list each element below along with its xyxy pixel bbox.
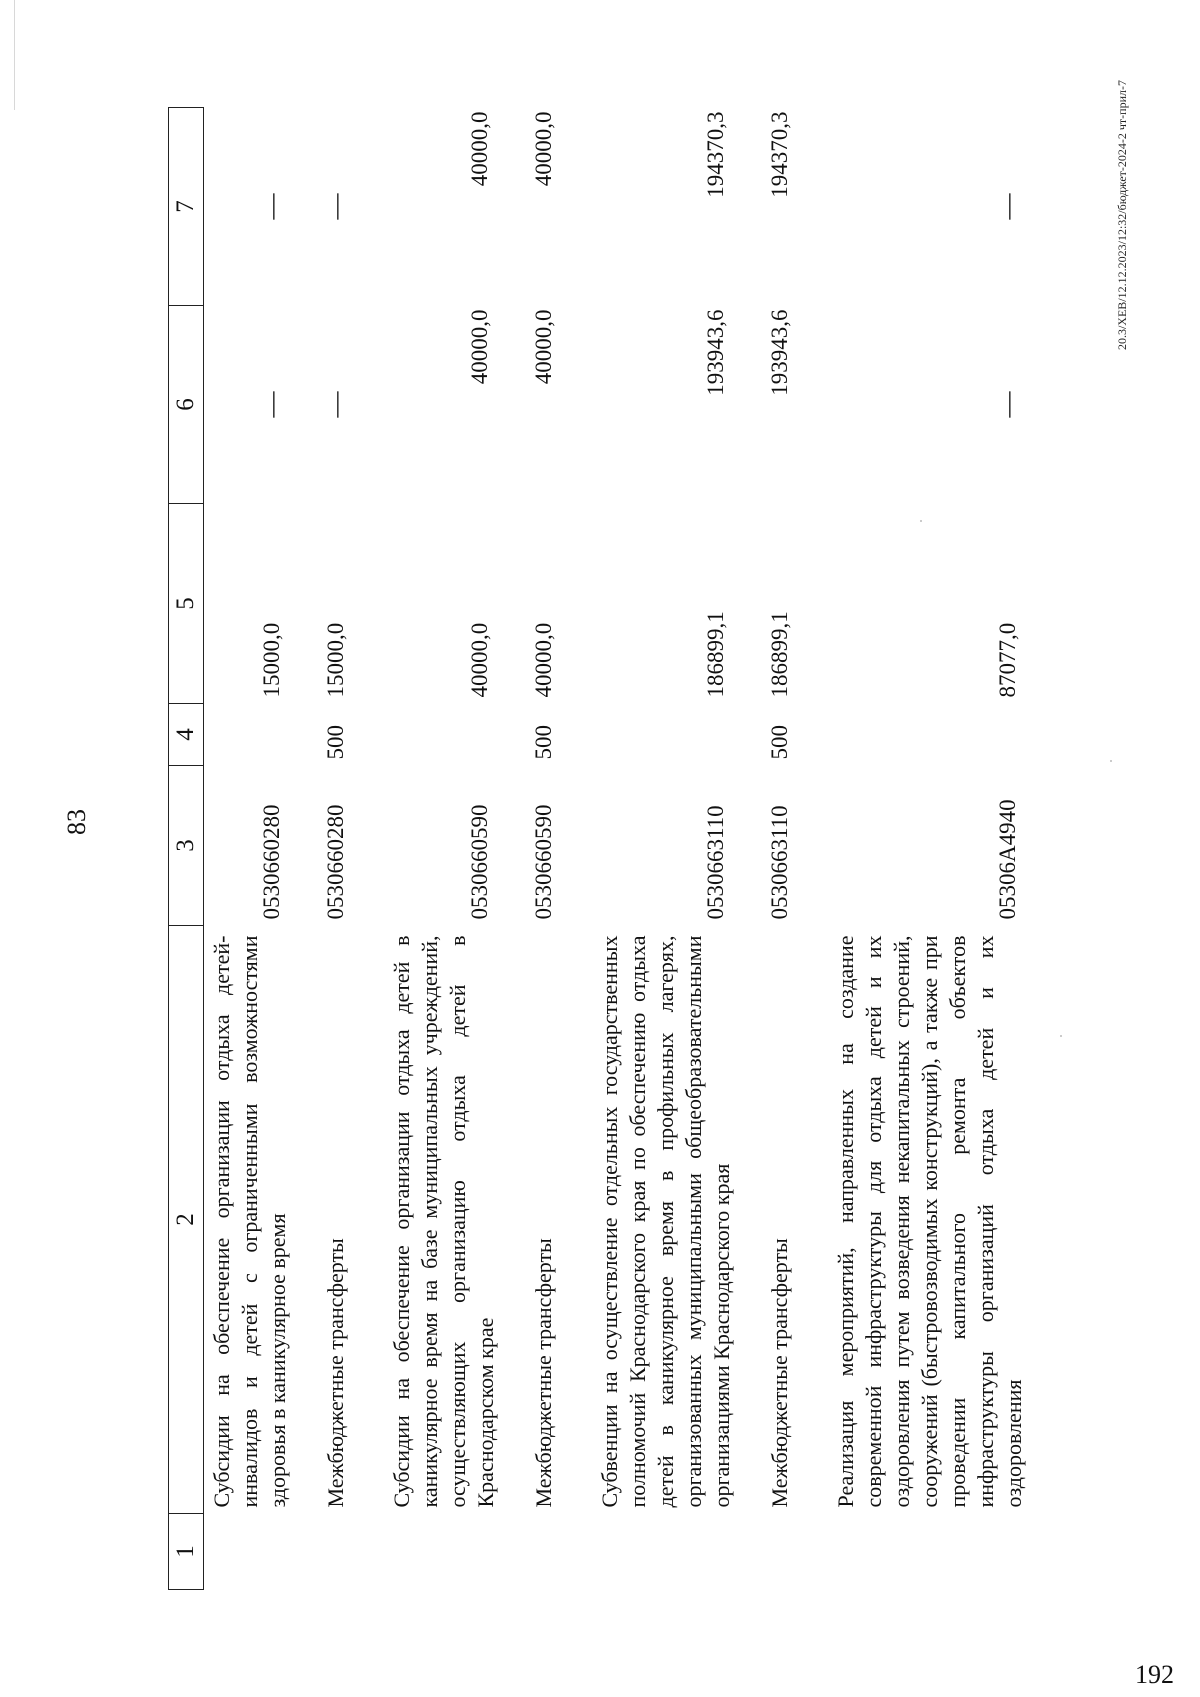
col-header-7: 7 [169,108,204,306]
row-value-6: — [321,391,350,418]
row-value-7: 194370,3 [767,111,792,198]
col-header-5: 5 [169,504,204,704]
header-row [169,108,204,1590]
footer-code: 20.3/ХЕВ/12.12.2023/12:32/бюджет-2024-2 чт-прил-7 [1115,80,1129,351]
row-value-5: 40000,0 [531,622,556,698]
page-number: 83 [62,809,91,835]
row-type [592,704,738,766]
row-code: 0530660280 [323,804,348,920]
row-type: 500 [767,725,792,760]
col-header-6: 6 [169,306,204,504]
col-header-3: 3 [169,766,204,926]
table-row [204,108,295,1590]
col-header-4: 4 [169,704,204,766]
row-value-6: — [993,391,1022,418]
row-value-7: 40000,0 [531,111,556,187]
table-row [592,108,738,1590]
row-type [204,704,295,766]
row-value-7: 194370,3 [703,111,728,198]
row-name: Реализация мероприятий, направленных на создание современной инфраструктуры для отдыха детей и их оздоровления путем возведения некапитальных строений, сооружений (быстровозводимых конструкций), а также при проведении капитального ремонта объектов инфраструктуры организаций отдыха детей и их оздоровления [833,935,1026,1508]
table-row [528,108,566,1590]
row-value-7: — [993,193,1022,220]
row-code: 0530660280 [259,804,284,920]
row-value-5: 186899,1 [703,611,728,698]
row-type: 500 [531,725,556,760]
row-type [384,704,502,766]
budget-table [168,107,1030,1590]
row-value-7: — [257,193,286,220]
row-code: 0530660590 [531,804,556,920]
row-type: 500 [323,725,348,760]
col-header-2: 2 [169,926,204,1514]
rotated-page [0,10,1140,1610]
row-value-5: 186899,1 [767,611,792,698]
row-code: 0530660590 [467,804,492,920]
row-value-6: 193943,6 [703,309,728,396]
row-name: Межбюджетные трансферты [767,1238,792,1508]
table-row [764,108,802,1590]
row-code: 05306А4940 [995,799,1020,920]
row-value-5: 15000,0 [259,622,284,698]
row-code: 0530663110 [703,805,728,920]
row-name: Субсидии на обеспечение организации отдыха детей-инвалидов и детей с ограниченными возможностями здоровья в каникулярное время [209,935,290,1508]
col-header-1: 1 [169,1514,204,1590]
corner-number: 192 [1135,1660,1174,1689]
row-name: Субсидии на обеспечение организации отдыха детей в каникулярное время на базе муниципальных учреждений, осуществляющих организацию отдыха детей в Краснодарском крае [389,935,498,1508]
row-value-6: 193943,6 [767,309,792,396]
row-code: 0530663110 [767,805,792,920]
row-value-5: 40000,0 [467,622,492,698]
row-value-5: 87077,0 [995,622,1020,698]
table-row [828,108,1030,1590]
row-name: Межбюджетные трансферты [323,1238,348,1508]
row-name: Межбюджетные трансферты [531,1238,556,1508]
row-value-6: 40000,0 [467,309,492,385]
row-value-7: 40000,0 [467,111,492,187]
table-row [384,108,502,1590]
row-value-7: — [321,193,350,220]
row-value-6: 40000,0 [531,309,556,385]
table-row [320,108,358,1590]
row-value-5: 15000,0 [323,622,348,698]
row-value-6: — [257,391,286,418]
row-type [828,704,1030,766]
row-name: Субвенции на осуществление отдельных государственных полномочий Краснодарского края по обеспечению отдыха детей в каникулярное время в профильных лагерях, организованных муниципальными общеобразовательными организациями Краснодарского края [597,935,734,1508]
